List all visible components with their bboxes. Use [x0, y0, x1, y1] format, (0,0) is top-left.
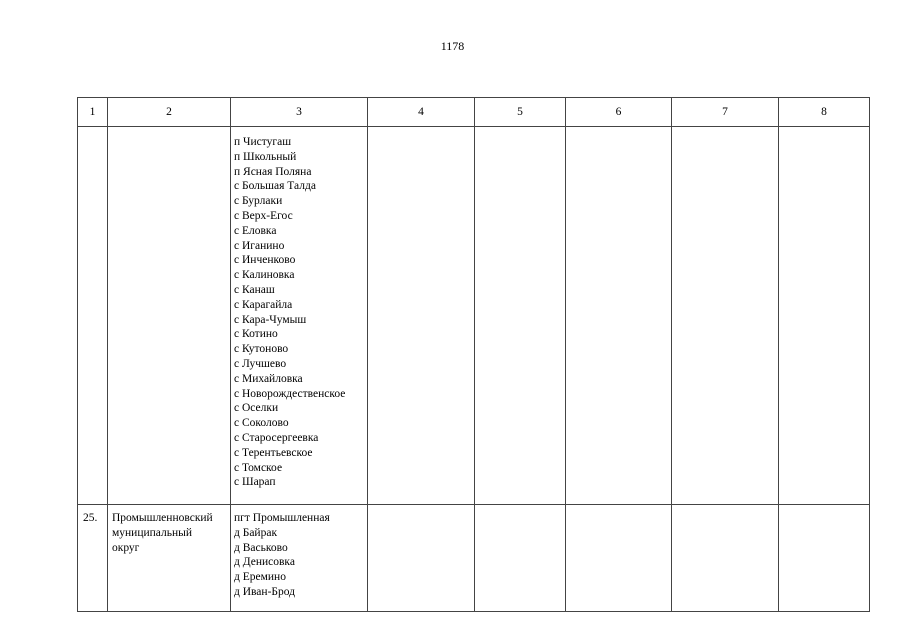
empty-cell-col-5 [475, 127, 566, 505]
settlement-item: д Еремино [234, 571, 286, 584]
settlement-item: с Верх-Егос [234, 209, 293, 222]
settlement-item: с Карагайла [234, 298, 293, 311]
empty-cell-col-5 [475, 505, 566, 612]
empty-cell-col-8 [779, 127, 870, 505]
row-number-cell: 25. [78, 505, 108, 612]
settlement-item: с Соколово [234, 417, 289, 430]
settlement-item: с Терентьевское [234, 446, 313, 459]
settlement-item: с Новорождественское [234, 387, 346, 400]
header-cell-2: 2 [108, 98, 231, 127]
empty-cell-col-4 [368, 505, 475, 612]
empty-cell-col-6 [566, 505, 672, 612]
district-name-cell [108, 505, 231, 612]
settlement-item: с Томское [234, 461, 283, 474]
header-cell-8: 8 [779, 98, 870, 127]
settlement-item: с Михайловка [234, 372, 303, 385]
district-name-line: муниципальный [112, 526, 193, 539]
district-name-line: округ [112, 541, 140, 554]
settlement-item: с Бурлаки [234, 195, 283, 208]
settlement-item: с Кара-Чумыш [234, 313, 307, 326]
settlement-item: с Лучшево [234, 357, 287, 370]
settlement-item: с Канаш [234, 283, 275, 296]
empty-cell-col-7 [672, 505, 779, 612]
settlement-item: пгт Промышленная [234, 512, 330, 524]
settlement-item: с Большая Талда [234, 180, 316, 193]
empty-cell-col-7 [672, 127, 779, 505]
settlements-cell [231, 127, 368, 505]
header-cell-3: 3 [231, 98, 368, 127]
empty-cell-col-4 [368, 127, 475, 505]
header-cell-1: 1 [78, 98, 108, 127]
settlement-item: с Кутоново [234, 343, 289, 356]
page-number: 1178 [440, 39, 465, 53]
settlement-item: п Чистугаш [234, 136, 292, 148]
district-name-cell [108, 127, 231, 505]
settlement-item: с Калиновка [234, 269, 295, 282]
header-cell-6: 6 [566, 98, 672, 127]
header-cell-4: 4 [368, 98, 475, 127]
row-number-cell [78, 127, 108, 505]
district-name-line: Промышленновский [112, 512, 213, 524]
settlement-item: с Шарап [234, 476, 276, 489]
settlement-item: с Иганино [234, 239, 285, 252]
settlement-item: с Инченково [234, 254, 296, 267]
settlements-cell [231, 505, 368, 612]
settlement-item: д Иван-Брод [234, 585, 296, 598]
table-header-row [78, 98, 870, 127]
settlement-item: с Старосергеевка [234, 431, 319, 444]
empty-cell-col-6 [566, 127, 672, 505]
settlement-item: п Ясная Поляна [234, 165, 312, 178]
settlement-item: п Школьный [234, 150, 297, 163]
empty-cell-col-8 [779, 505, 870, 612]
table-row [78, 127, 870, 505]
settlement-item: с Оселки [234, 402, 279, 415]
table-row [78, 505, 870, 612]
header-cell-7: 7 [672, 98, 779, 127]
settlement-item: д Васьково [234, 541, 288, 554]
settlement-item: с Еловка [234, 224, 277, 237]
settlement-item: д Байрак [234, 526, 278, 539]
header-cell-5: 5 [475, 98, 566, 127]
settlement-item: с Котино [234, 328, 278, 341]
settlements-table [77, 97, 870, 612]
settlement-item: д Денисовка [234, 556, 295, 569]
